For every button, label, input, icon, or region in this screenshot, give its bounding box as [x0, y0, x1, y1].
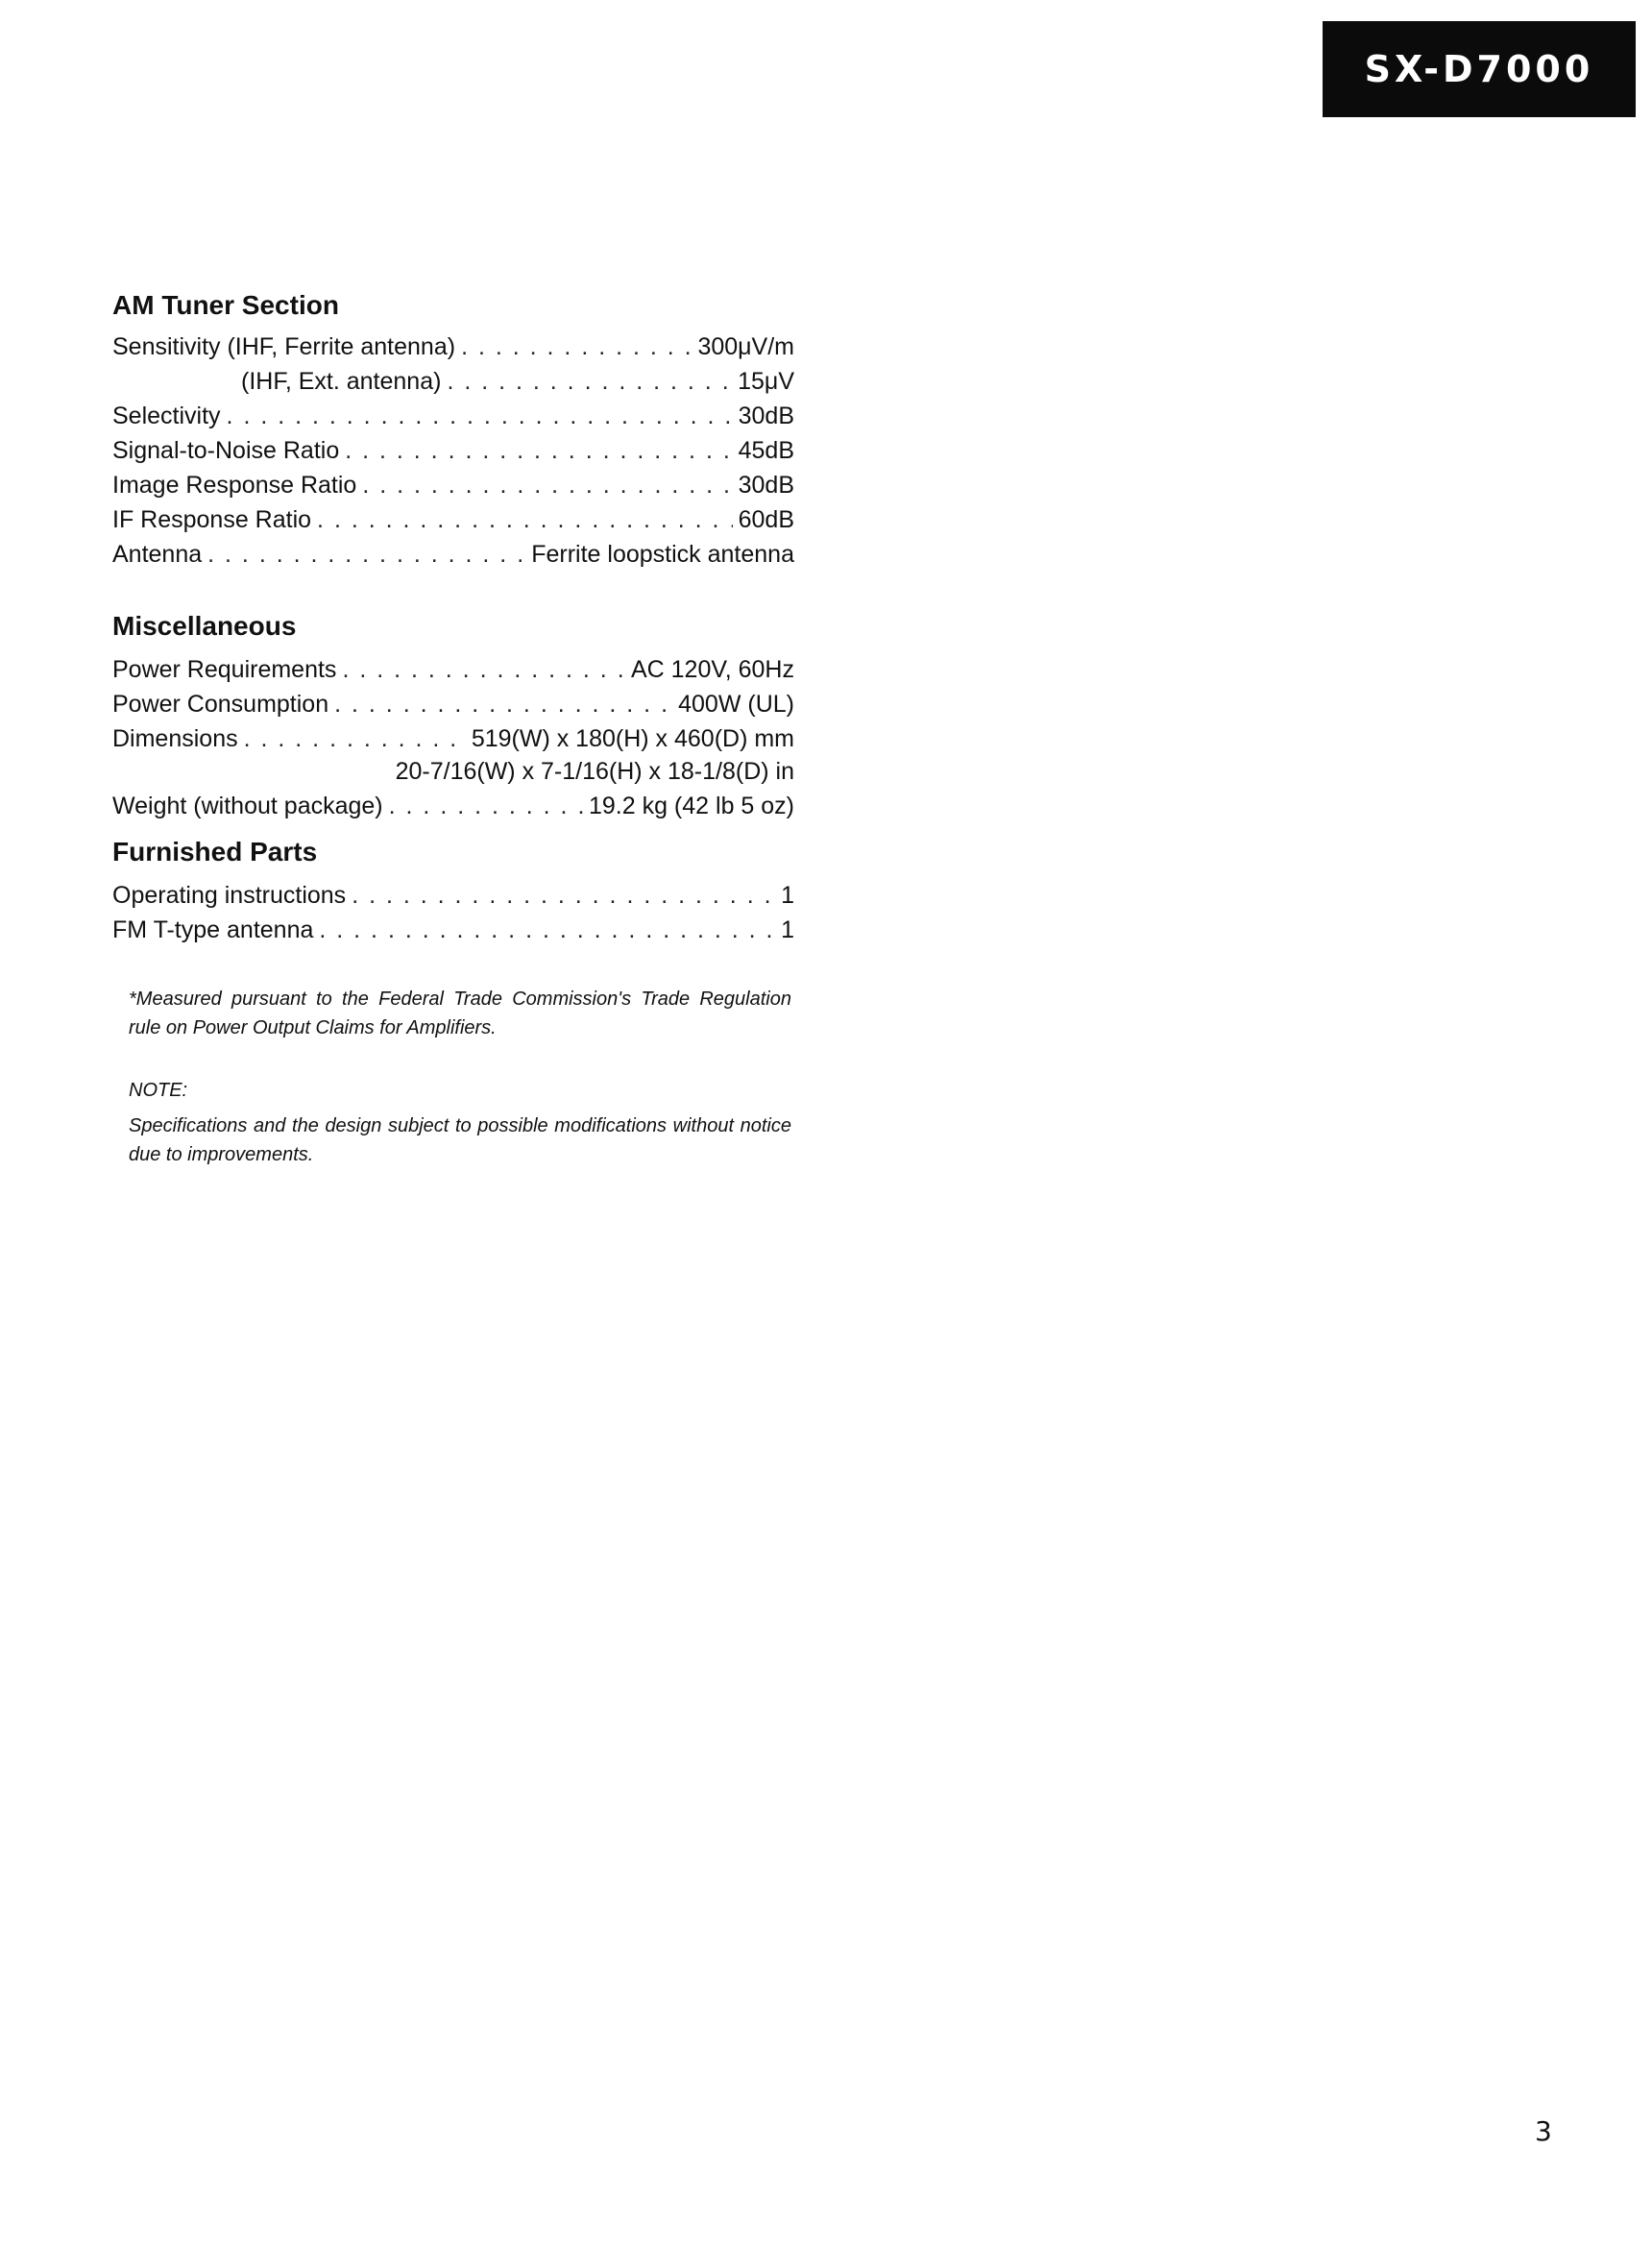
spec-label: IF Response Ratio	[112, 506, 312, 533]
furnished-section-title: Furnished Parts	[112, 837, 318, 867]
spec-row-antenna	[112, 538, 794, 571]
spec-value: AC 120V, 60Hz	[630, 656, 794, 683]
dot-leader	[207, 538, 525, 571]
spec-value: 1	[781, 916, 794, 943]
spec-value: 1	[781, 882, 794, 909]
spec-value: 400W (UL)	[678, 691, 794, 718]
spec-value: 19.2 kg (42 lb 5 oz)	[588, 793, 794, 819]
dot-leader	[227, 400, 733, 432]
spec-value: 519(W) x 180(H) x 460(D) mm	[471, 725, 794, 752]
spec-label: Selectivity	[112, 403, 221, 429]
footnote: *Measured pursuant to the Federal Trade Commission's Trade Regulation rule on Power Output Claims for Amplifiers.	[129, 989, 791, 1038]
dot-leader	[319, 914, 775, 946]
model-badge: SX-D7000	[1323, 21, 1636, 117]
dot-leader	[352, 879, 775, 912]
spec-row-selectivity	[112, 400, 794, 432]
dot-leader	[461, 330, 692, 363]
spec-label: Antenna	[112, 541, 203, 568]
spec-label: (IHF, Ext. antenna)	[241, 368, 442, 395]
spec-label: Operating instructions	[112, 882, 347, 909]
dot-leader	[447, 365, 732, 398]
spec-label: Power Requirements	[112, 656, 337, 683]
dot-leader	[244, 722, 466, 755]
spec-value: 30dB	[738, 403, 794, 429]
page-number: 3	[1535, 2115, 1552, 2147]
dot-leader	[317, 503, 733, 536]
spec-label: Dimensions	[112, 725, 238, 752]
spec-row-weight	[112, 790, 794, 822]
spec-row-snr	[112, 434, 794, 467]
spec-label: Image Response Ratio	[112, 472, 357, 499]
spec-label: Power Consumption	[112, 691, 329, 718]
spec-label: Signal-to-Noise Ratio	[112, 437, 340, 464]
spec-row-sensitivity-ext	[112, 365, 794, 398]
spec-row-operating-instructions	[112, 879, 794, 912]
spec-row-power-requirements	[112, 653, 794, 686]
spec-row-sensitivity-ferrite	[112, 330, 794, 363]
spec-value: 300μV/m	[697, 333, 794, 360]
spec-value: 30dB	[738, 472, 794, 499]
spec-label: FM T-type antenna	[112, 916, 314, 943]
spec-row-power-consumption	[112, 688, 794, 720]
dot-leader	[342, 653, 625, 686]
spec-label: Sensitivity (IHF, Ferrite antenna)	[112, 333, 456, 360]
dot-leader	[389, 790, 583, 822]
note-heading: NOTE:	[129, 1080, 188, 1101]
spec-row-image-response	[112, 469, 794, 501]
spec-row-fm-antenna	[112, 914, 794, 946]
spec-row-if-response	[112, 503, 794, 536]
spec-value: 60dB	[738, 506, 794, 533]
spec-value: 15μV	[738, 368, 794, 395]
am-tuner-section-title: AM Tuner Section	[112, 290, 339, 320]
dot-leader	[345, 434, 732, 467]
spec-value: 20-7/16(W) x 7-1/16(H) x 18-1/8(D) in	[395, 758, 794, 785]
note-text: Specifications and the design subject to possible modifications without notice due to improvements.	[129, 1115, 791, 1165]
spec-row-dimensions-inches	[112, 755, 794, 788]
spec-value: Ferrite loopstick antenna	[531, 541, 794, 568]
spec-label: Weight (without package)	[112, 793, 383, 819]
misc-section-title: Miscellaneous	[112, 611, 297, 641]
dot-leader	[362, 469, 732, 501]
spec-value: 45dB	[738, 437, 794, 464]
dot-leader	[334, 688, 672, 720]
spec-row-dimensions	[112, 722, 794, 755]
